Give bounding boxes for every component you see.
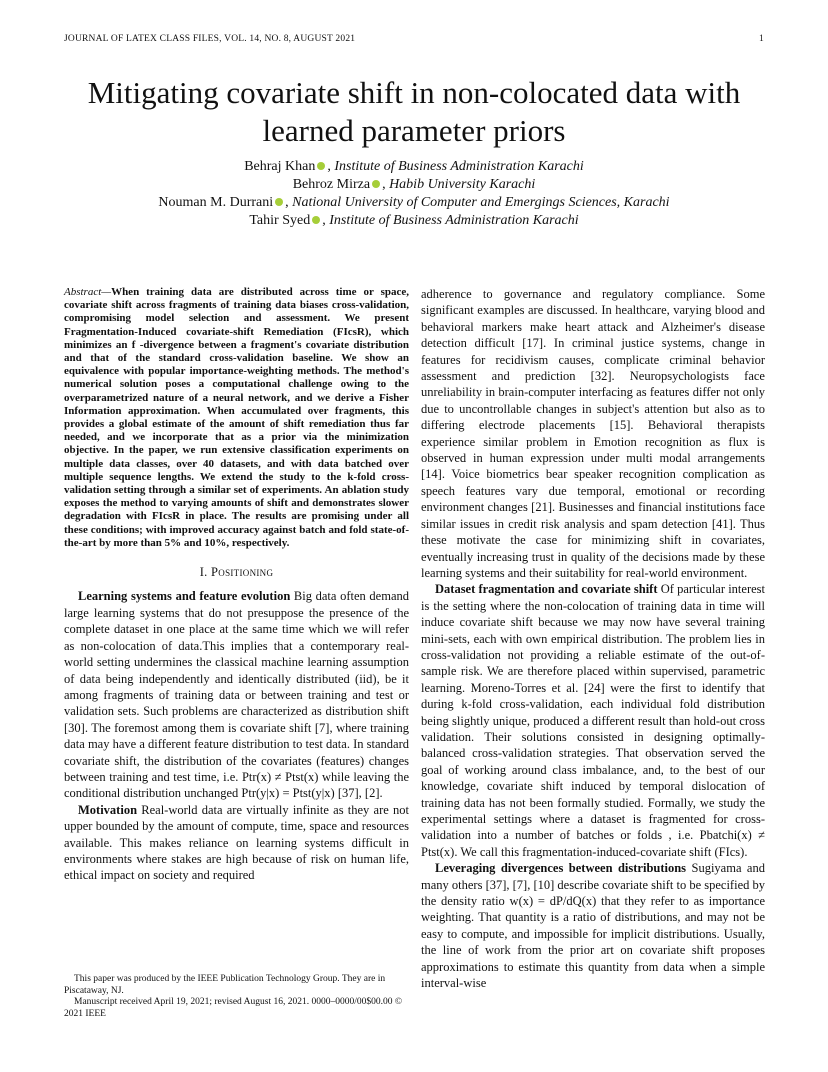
author-line: Nouman M. Durrani , National University of Computer and Emergings Sciences, Karachi [158,195,670,210]
section-title: Positioning [211,565,274,580]
author-affiliation: Institute of Business Administration Karachi [334,159,584,174]
footnote-block [64,974,409,1020]
orcid-icon[interactable] [275,198,283,206]
section-heading [64,564,409,580]
page-number: 1 [759,34,764,44]
abstract [64,286,409,550]
footnote: This paper was produced by the IEEE Publication Technology Group. They are in Piscataway, NJ. [64,974,386,996]
section-number: I. [199,565,208,580]
author-name: Behraj Khan [244,159,316,174]
footnote: Manuscript received April 19, 2021; revised August 16, 2021. 0000–0000/00$00.00 © 2021 IEEE [64,997,403,1019]
paragraph [421,286,765,581]
author-name: Tahir Syed [249,213,311,228]
author-name: Behroz Mirza [292,177,371,192]
author-affiliation: National University of Computer and Emergings Sciences, Karachi [292,195,670,210]
author-block [40,158,788,230]
paragraph-heading: Dataset fragmentation and covariate shift [435,582,658,597]
paragraph-heading: Motivation [78,802,138,817]
paragraph-heading: Learning systems and feature evolution [78,589,291,604]
journal-header: JOURNAL OF LATEX CLASS FILES, VOL. 14, NO. 8, AUGUST 2021 [64,34,356,44]
orcid-icon[interactable] [317,162,325,170]
author-line: Behraj Khan , Institute of Business Administration Karachi [244,159,584,174]
paragraph-heading: Leveraging divergences between distributions [435,861,687,876]
right-column [421,286,765,991]
abstract-lead: Abstract— [64,286,112,298]
author-line: Behroz Mirza , Habib University Karachi [292,177,536,192]
orcid-icon[interactable] [312,216,320,224]
paragraph-text: Big data often demand large learning systems that do not presuppose the presence of the complete dataset in one place at the same time which we will refer as non-colocation of data.This implies that a contemporary real-world setting undermines the classical machine learning assumption of data being independently and identically distributed (iid), be it among fragments of training data or between training and test or validation sets. Such problems are characterized as distribution shift [30]. The foremost among them is covariate shift [7], where training data may have a different feature distribution to test data. In standard covariate shift, the distribution of the covariates (features) changes between training and test time, i.e. Ptr(x) ≠ Ptst(x) while leaving the conditional distribution unchanged Ptr(y|x) = Ptst(y|x) [37], [2]. [64,589,409,801]
paragraph [64,802,409,884]
author-line: Tahir Syed , Institute of Business Administration Karachi [249,213,579,228]
author-affiliation: Institute of Business Administration Karachi [329,213,579,228]
paragraph [64,588,409,801]
left-column [64,286,409,884]
author-name: Nouman M. Durrani [158,195,274,210]
author-affiliation: Habib University Karachi [389,177,536,192]
orcid-icon[interactable] [372,180,380,188]
paper-title: Mitigating covariate shift in non-colocated data with learned parameter priors [87,75,741,148]
abstract-text: When training data are distributed across time or space, covariate shift across fragments of training data biases cross-validation, compromising model selection and assessment. We present Fragmentation-Induced covariate-shift Remediation (FIcsR), which minimizes an f -divergence between a fragment's covariate distribution and that of the standard cross-validation baseline. We show an equivalence with popular importance-weighting methods. The method's numerical solution poses a computational challenge owing to the overparametrized nature of a neural network, and we derive a Fisher Information approximation. When accumulated over fragments, this provides a global estimate of the amount of shift remediation thus far needed, and we incorporate that as a prior via the minimization objective. In the paper, we run extensive classification experiments on multiple data classes, over 40 datasets, and with data batched over multiple sequence lengths. We extend the study to the k-fold cross-validation setting through a similar set of experiments. An ablation study exposes the method to varying amounts of shift and demonstrates slower degradation with FIcsR in place. The results are promising under all these conditions; with improved accuracy against batch and fold state-of-the-art by more than 5% and 10%, respectively. [64,286,409,549]
paragraph-text: adherence to governance and regulatory compliance. Some significant examples are discussed. In healthcare, varying blood and behavioral markers make heart attack and Alzheimer's disease detection difficult [17]. In criminal justice systems, change in features for recidivism causes, complicate criminal behavior assessment and prediction [32]. Neuropsychologists face unreliability in brain-computer interfacing as features differ not only due to uncontrollable changes in subject's attention but also as to differing electrode placements [15]. Behavioral therapists experience similar problem in Emotion recognition as flux is observed in human expression under multi modal arrangements [14]. Voice biometrics bear speaker recognition complication as speech features vary due temporal, emotional or recording environment changes [21]. Businesses and financial institutions face similar issues in credit risk analysis and spam detection [41]. Thus these motivate the case for minimizing shift in covariates, eventually increasing trust in quality of the decisions made by these learning systems and their suitability for real-world environment. [421,287,765,580]
running-header [64,34,764,48]
paragraph [421,860,765,991]
paragraph-text: Real-world data are virtually infinite as they are not upper bounded by the amount of compute, time, space and resources available. This makes reliance on learning systems difficult in environments where stakes are high because of risk on human life, ethical impact on society and required [64,802,409,883]
paragraph-text: Of particular interest is the setting where the non-colocation of training data in time will induce covariate shift because we may now have several training mini-sets, each with own empirical distribution. The problem lies in cross-validation not providing a reliable estimate of the out-of-sample risk. We are therefore placed within supervised, parametric learning. Moreno-Torres et al. [24] were the first to identify that during k-fold cross-validation, each individual fold distribution being slightly unique, produced a different result than hold-out cross validation. Their solutions consisted in designing optimally-balanced cross-validation strategies. That observation served the goal of working around class imbalance, and, to the best of our knowledge, covariate shift induced by temporal dislocation of training data has not been formally studied. Formally, we study the experimental settings where a dataset is fragmented for cross-validation into a number of batches or folds , i.e. Pbatchi(x) ≠ Ptst(x). We call this fragmentation-induced-covariate shift (FIcs). [421,582,766,859]
paragraph-text: Sugiyama and many others [37], [7], [10] describe covariate shift to be specified by the density ratio w(x) = dP/dQ(x) that they refer to as importance weighting. That quantity is a ratio of distributions, and may not be easy to compute, and impossible for implicit distributions. Usually, the line of work from the prior art on covariate shift proposes approximations to estimate this quantity from data when a simple interval-wise [421,861,765,991]
paragraph [421,581,765,860]
